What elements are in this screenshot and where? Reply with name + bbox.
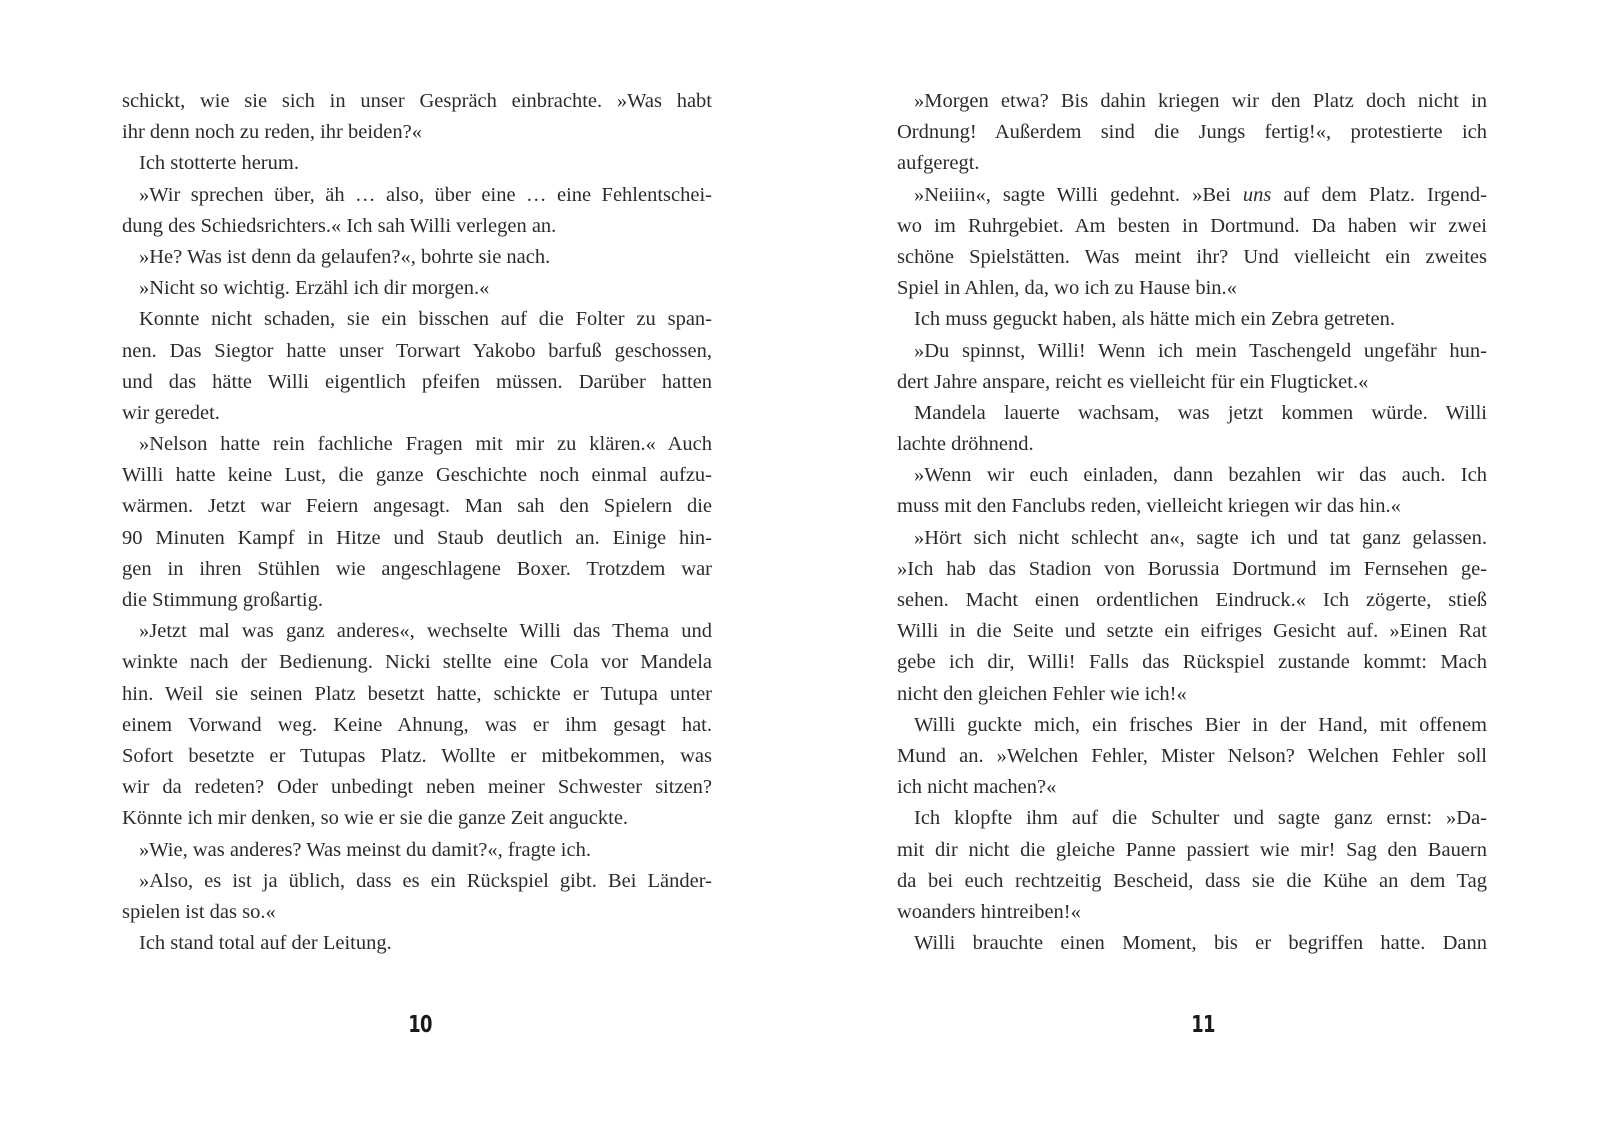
text-line: wir geredet. <box>122 401 220 424</box>
text-line: einem Vorwand weg. Keine Ahnung, was er ihm gesagt hat. <box>122 713 712 736</box>
text-line: »Du spinnst, Willi! Wenn ich mein Taschengeld ungefähr hun- <box>914 339 1487 362</box>
text-line: muss mit den Fanclubs reden, vielleicht kriegen wir das hin.« <box>897 495 1401 518</box>
right-page <box>897 86 1487 959</box>
text-line: woanders hintreiben!« <box>897 900 1081 923</box>
text-line: lachte dröhnend. <box>897 433 1034 456</box>
text-line: »Wenn wir euch einladen, dann bezahlen wir das auch. Ich <box>914 464 1487 487</box>
text-line: aufgeregt. <box>897 152 980 175</box>
text-line: dert Jahre anspare, reicht es vielleicht für ein Flugticket.« <box>897 370 1369 393</box>
text-line: Mandela lauerte wachsam, was jetzt kommen würde. Willi <box>914 401 1487 424</box>
text-line: Mund an. »Welchen Fehler, Mister Nelson? Welchen Fehler soll <box>897 744 1487 767</box>
text-line: gen in ihren Stühlen wie angeschlagene Boxer. Trotzdem war <box>122 557 712 580</box>
text-line: sehen. Macht einen ordentlichen Eindruck.« Ich zögerte, stieß <box>897 589 1487 611</box>
text-line: Willi in die Seite und setzte ein eifriges Gesicht auf. »Einen Rat <box>897 620 1487 643</box>
text-line: wärmen. Jetzt war Feiern angesagt. Man sah den Spielern die <box>122 495 712 518</box>
text-line: »He? Was ist denn da gelaufen?«, bohrte sie nach. <box>139 245 551 268</box>
text-line: schöne Spielstätten. Was meint ihr? Und vielleicht ein zweites <box>897 245 1487 268</box>
text-line <box>897 180 1487 211</box>
text-line: Ordnung! Außerdem sind die Jungs fertig!«, protestierte ich <box>897 121 1487 144</box>
emphasized-word: uns <box>1242 183 1272 206</box>
text-line: nicht den gleichen Fehler wie ich!« <box>897 682 1187 705</box>
left-page <box>122 86 712 959</box>
text-line: »Also, es ist ja üblich, dass es ein Rückspiel gibt. Bei Länder- <box>139 869 712 892</box>
text-line: da bei euch rechtzeitig Bescheid, dass sie die Kühe an dem Tag <box>897 869 1487 892</box>
text-line: wo im Ruhrgebiet. Am besten in Dortmund. Da haben wir zwei <box>897 214 1487 237</box>
text-line: spielen ist das so.« <box>122 900 276 923</box>
text-line: nen. Das Siegtor hatte unser Torwart Yakobo barfuß geschossen, <box>122 339 712 362</box>
text-line: »Wie, was anderes? Was meinst du damit?«, fragte ich. <box>139 838 591 861</box>
text-line: Könnte ich mir denken, so wie er sie die ganze Zeit anguckte. <box>122 807 629 830</box>
text-line: »Ich hab das Stadion von Borussia Dortmund im Fernsehen ge- <box>897 557 1487 580</box>
text-line: »Wir sprechen über, äh … also, über eine … eine Fehlentschei- <box>139 183 712 206</box>
text-line: Willi brauchte einen Moment, bis er begriffen hatte. Dann <box>914 932 1487 955</box>
text-line: schickt, wie sie sich in unser Gespräch einbrachte. »Was habt <box>122 90 712 112</box>
text-line: »Nelson hatte rein fachliche Fragen mit mir zu klären.« Auch <box>139 433 712 456</box>
text-line: »Nicht so wichtig. Erzähl ich dir morgen.« <box>139 277 490 300</box>
text-line: hin. Weil sie seinen Platz besetzt hatte, schickte er Tutupa unter <box>122 682 712 705</box>
text-line: Ich stotterte herum. <box>139 152 299 175</box>
text-line: die Stimmung großartig. <box>122 589 323 611</box>
text-line: »Jetzt mal was ganz anderes«, wechselte Willi das Thema und <box>139 620 712 643</box>
text-line: und das hätte Willi eigentlich pfeifen müssen. Darüber hatten <box>122 370 712 393</box>
text-segment: »Neiiin«, sagte Willi gedehnt. »Bei <box>914 183 1243 206</box>
text-line: ich nicht machen?« <box>897 776 1057 799</box>
text-line: wir da redeten? Oder unbedingt neben meiner Schwester sitzen? <box>122 776 712 799</box>
text-line: Konnte nicht schaden, sie ein bisschen auf die Folter zu span- <box>139 308 712 331</box>
text-line: 90 Minuten Kampf in Hitze und Staub deutlich an. Einige hin- <box>122 526 712 549</box>
text-line: winkte nach der Bedienung. Nicki stellte eine Cola vor Mandela <box>122 651 712 674</box>
text-line: Willi guckte mich, ein frisches Bier in der Hand, mit offenem <box>914 713 1487 736</box>
text-line: Spiel in Ahlen, da, wo ich zu Hause bin.« <box>897 277 1237 300</box>
text-line: Sofort besetzte er Tutupas Platz. Wollte er mitbekommen, was <box>122 744 712 767</box>
text-line: ihr denn noch zu reden, ihr beiden?« <box>122 121 422 144</box>
text-line: mit dir nicht die gleiche Panne passiert wie mir! Sag den Bauern <box>897 838 1487 861</box>
text-line: Ich muss geguckt haben, als hätte mich ein Zebra getreten. <box>914 308 1395 331</box>
text-line: »Morgen etwa? Bis dahin kriegen wir den Platz doch nicht in <box>914 90 1487 112</box>
page-number-left: 10 <box>408 1012 432 1038</box>
text-line: gebe ich dir, Willi! Falls das Rückspiel zustande kommt: Mach <box>897 651 1487 674</box>
text-line: Willi hatte keine Lust, die ganze Geschichte noch einmal aufzu- <box>122 464 712 487</box>
page-number-right: 11 <box>1191 1012 1215 1038</box>
text-line: »Hört sich nicht schlecht an«, sagte ich und tat ganz gelassen. <box>914 526 1487 549</box>
text-line: Ich stand total auf der Leitung. <box>139 932 392 955</box>
text-segment: auf dem Platz. Irgend- <box>1271 183 1487 206</box>
text-line: dung des Schiedsrichters.« Ich sah Willi verlegen an. <box>122 214 557 237</box>
text-line: Ich klopfte ihm auf die Schulter und sagte ganz ernst: »Da- <box>914 807 1487 830</box>
